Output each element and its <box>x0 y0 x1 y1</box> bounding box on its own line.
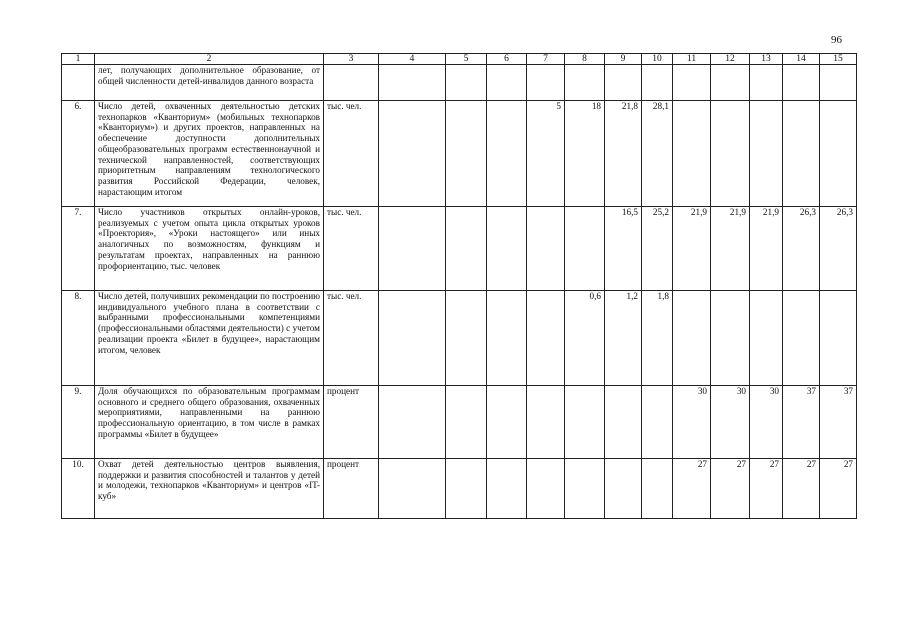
value-cell: 26,3 <box>820 207 857 291</box>
value-cell <box>379 101 446 207</box>
value-cell <box>673 291 711 386</box>
value-cell: 30 <box>711 386 750 459</box>
value-cell: 21,9 <box>673 207 711 291</box>
table-row <box>62 207 857 291</box>
header-cell: 6 <box>487 54 527 65</box>
indicator-name: лет, получающих дополнительное образование, от общей численности детей-инвалидов данного возраста <box>95 65 324 101</box>
value-cell: 21,9 <box>750 207 783 291</box>
value-cell <box>565 207 605 291</box>
value-cell: 21,8 <box>605 101 642 207</box>
value-cell <box>711 65 750 101</box>
value-cell <box>446 65 487 101</box>
row-number: 7. <box>62 207 95 291</box>
value-cell <box>565 65 605 101</box>
table-row <box>62 65 857 101</box>
value-cell <box>446 459 487 519</box>
header-cell: 14 <box>783 54 820 65</box>
table-row <box>62 386 857 459</box>
unit-cell: процент <box>324 459 379 519</box>
indicator-name: Число детей, охваченных деятельностью детских технопарков «Кванториум» (мобильных технопарков «Кванториум») и других проектов, направленных на обеспечение доступности дополнительных общеобразовательных программ естественнонаучной и технической направленностей, соответствующих приоритетным направлениям технологического развития Российской Федерации, человек, нарастающим итогом <box>95 101 324 207</box>
value-cell <box>379 291 446 386</box>
header-cell: 9 <box>605 54 642 65</box>
value-cell <box>487 65 527 101</box>
value-cell: 21,9 <box>711 207 750 291</box>
value-cell <box>379 207 446 291</box>
indicator-name: Число детей, получивших рекомендации по построению индивидуального учебного плана в соответствии с выбранными профессиональными компетенциями (профессиональными областями деятельности) с учетом реализации проекта «Билет в будущее», нарастающим итогом, человек <box>95 291 324 386</box>
value-cell <box>446 291 487 386</box>
value-cell: 26,3 <box>783 207 820 291</box>
value-cell <box>820 291 857 386</box>
value-cell <box>379 459 446 519</box>
value-cell <box>783 291 820 386</box>
header-cell: 13 <box>750 54 783 65</box>
header-cell: 11 <box>673 54 711 65</box>
row-number: 6. <box>62 101 95 207</box>
value-cell <box>527 65 565 101</box>
header-row <box>62 54 857 65</box>
row-number: 10. <box>62 459 95 519</box>
value-cell <box>487 207 527 291</box>
header-cell: 15 <box>820 54 857 65</box>
value-cell: 28,1 <box>642 101 673 207</box>
value-cell <box>487 459 527 519</box>
unit-cell: тыс. чел. <box>324 101 379 207</box>
value-cell: 1,2 <box>605 291 642 386</box>
value-cell <box>605 386 642 459</box>
page-number: 96 <box>831 34 842 46</box>
header-cell: 1 <box>62 54 95 65</box>
value-cell <box>711 101 750 207</box>
header-cell: 12 <box>711 54 750 65</box>
indicator-name: Доля обучающихся по образовательным программам основного и среднего общего образования, охваченных мероприятиями, направленными на раннюю профессиональную ориентацию, в том числе в рамках программы «Билет в будущее» <box>95 386 324 459</box>
value-cell <box>446 386 487 459</box>
value-cell <box>820 101 857 207</box>
value-cell: 30 <box>673 386 711 459</box>
value-cell <box>446 207 487 291</box>
value-cell: 18 <box>565 101 605 207</box>
value-cell <box>750 65 783 101</box>
value-cell <box>605 459 642 519</box>
value-cell <box>527 459 565 519</box>
unit-cell: процент <box>324 386 379 459</box>
value-cell: 27 <box>750 459 783 519</box>
value-cell: 16,5 <box>605 207 642 291</box>
unit-cell: тыс. чел. <box>324 291 379 386</box>
value-cell: 25,2 <box>642 207 673 291</box>
value-cell <box>642 386 673 459</box>
table-row <box>62 459 857 519</box>
header-cell: 8 <box>565 54 605 65</box>
value-cell <box>673 101 711 207</box>
value-cell <box>750 291 783 386</box>
value-cell <box>783 101 820 207</box>
header-cell: 5 <box>446 54 487 65</box>
indicator-name: Число участников открытых онлайн-уроков, реализуемых с учетом опыта цикла открытых уроков «Проектория», «Уроки настоящего» или иных аналогичных по возможностям, функциям и результатам проектах, направленных на раннюю профориентацию, тыс. человек <box>95 207 324 291</box>
value-cell <box>642 65 673 101</box>
value-cell <box>446 101 487 207</box>
table-row <box>62 291 857 386</box>
value-cell <box>820 65 857 101</box>
value-cell: 5 <box>527 101 565 207</box>
unit-cell: тыс. чел. <box>324 207 379 291</box>
header-cell: 7 <box>527 54 565 65</box>
value-cell: 37 <box>783 386 820 459</box>
value-cell: 27 <box>711 459 750 519</box>
value-cell <box>527 386 565 459</box>
unit-cell <box>324 65 379 101</box>
header-cell: 2 <box>95 54 324 65</box>
value-cell <box>379 65 446 101</box>
value-cell <box>379 386 446 459</box>
table-row <box>62 101 857 207</box>
header-cell: 10 <box>642 54 673 65</box>
value-cell <box>673 65 711 101</box>
value-cell: 37 <box>820 386 857 459</box>
value-cell <box>487 386 527 459</box>
value-cell <box>527 291 565 386</box>
row-number: 8. <box>62 291 95 386</box>
row-number <box>62 65 95 101</box>
value-cell <box>487 101 527 207</box>
value-cell <box>642 459 673 519</box>
value-cell: 1,8 <box>642 291 673 386</box>
value-cell: 0,6 <box>565 291 605 386</box>
value-cell: 27 <box>673 459 711 519</box>
indicators-table <box>61 53 857 519</box>
value-cell: 27 <box>820 459 857 519</box>
indicator-name: Охват детей деятельностью центров выявления, поддержки и развития способностей и талантов у детей и молодежи, технопарков «Кванториум» и центров «IT-куб» <box>95 459 324 519</box>
value-cell <box>487 291 527 386</box>
value-cell <box>711 291 750 386</box>
header-cell: 4 <box>379 54 446 65</box>
value-cell <box>605 65 642 101</box>
header-cell: 3 <box>324 54 379 65</box>
value-cell <box>565 386 605 459</box>
value-cell <box>750 101 783 207</box>
value-cell <box>565 459 605 519</box>
value-cell <box>527 207 565 291</box>
row-number: 9. <box>62 386 95 459</box>
value-cell: 30 <box>750 386 783 459</box>
value-cell <box>783 65 820 101</box>
value-cell: 27 <box>783 459 820 519</box>
